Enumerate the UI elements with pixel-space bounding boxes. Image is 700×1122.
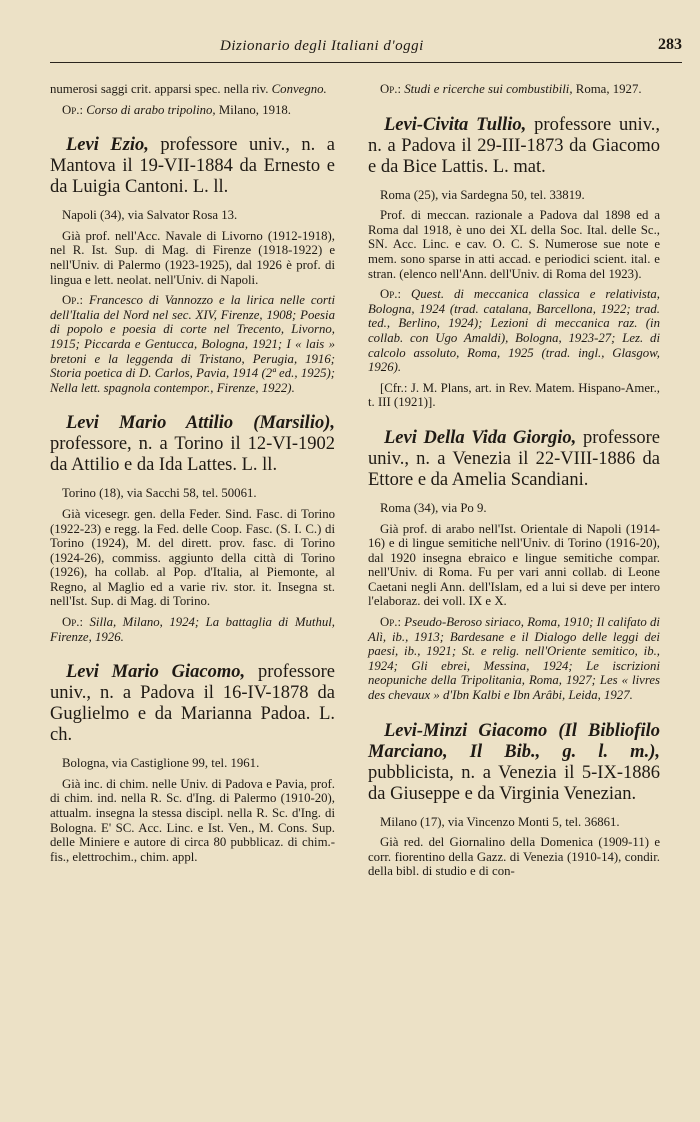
entry-address: Torino (18), via Sacchi 58, tel. 50061. — [62, 486, 257, 501]
entry-address: Roma (25), via Sardegna 50, tel. 33819. — [380, 187, 585, 202]
entry-reference: [Cfr.: J. M. Plans, art. in Rev. Matem. Hispano-Amer., t. III (1921)]. — [368, 380, 660, 410]
entry-address: Roma (34), via Po 9. — [380, 500, 487, 515]
entry-biography: Già red. del Giornalino della Domenica (1909-11) e corr. fiorentino della Gazz. di Venezia (1910-14), condir. della bibl. di studio e di con- — [368, 835, 660, 879]
running-title: Dizionario degli Italiani d'oggi — [220, 38, 424, 54]
right-column — [368, 82, 660, 885]
entry-biography: Prof. di meccan. razionale a Padova dal 1898 ed a Roma dal 1918, è uno dei XL della Soc. Ital. delle Sc., SN. Acc. Linc. e cav. O. C. S. Numerose sue note e mem. sono sparse in atti accad. e periodici scient. ital. e stran. (elenco nell'Ann. dell'Univ. di Roma del 1923). — [368, 208, 660, 281]
continuation-works: Op.: Corso di arabo tripolino, Milano, 1918. — [62, 102, 292, 117]
entry-name: Levi-Civita Tullio, — [384, 114, 527, 135]
entry-heading: Levi Mario Giacomo, professore univ., n. a Padova il 16-IV-1878 da Guglielmo e da Marianna Padoa. L. ch. — [50, 662, 335, 746]
entry-name: Levi-Minzi Giacomo (Il Bibliofilo Marciano, Il Bib., g. l. m.), — [368, 720, 660, 762]
entry-address: Bologna, via Castiglione 99, tel. 1961. — [62, 756, 260, 771]
entry-name: Levi Mario Attilio (Marsilio), — [66, 413, 335, 434]
entry-name: Levi Della Vida Giorgio, — [384, 427, 577, 448]
left-column — [50, 82, 335, 870]
entry-heading: Levi Ezio, professore univ., n. a Mantova il 19-VII-1884 da Ernesto e da Luigia Cantoni. L. ll. — [50, 135, 335, 198]
entry-heading: Levi-Minzi Giacomo (Il Bibliofilo Marciano, Il Bib., g. l. m.), pubblicista, n. a Venezia il 5-IX-1886 da Giuseppe e da Virginia Venezian. — [368, 720, 660, 804]
entry-works: Op.: Silla, Milano, 1924; La battaglia di Muthul, Firenze, 1926. — [50, 615, 335, 644]
entry-name: Levi Mario Giacomo, — [66, 662, 246, 683]
entry-heading: Levi Mario Attilio (Marsilio), professore, n. a Torino il 12-VI-1902 da Attilio e da Ida Lattes. L. ll. — [50, 413, 335, 476]
entry-biography: Già vicesegr. gen. della Feder. Sind. Fasc. di Torino (1922-23) e regg. la Fed. delle Coop. Fasc. (S. I. C.) di Torino (1924), M. del dirett. prov. fasc. di Torino (1924-26), commiss. aggiunto della città di Torino (1926), ha collab. al Pop. d'Italia, al Piemonte, al Regno, al Maglio ed a varie riv. stor. it. Insegna st. nell'Ist. Sup. di Mag. di Torino. — [50, 506, 335, 609]
entry-address: Milano (17), via Vincenzo Monti 5, tel. 36861. — [380, 814, 620, 829]
entry-works: Op.: Quest. di meccanica classica e relativista, Bologna, 1924 (trad. catalana, Barcellona, 1922; trad. ted., Berlino, 1924); Lezioni di meccanica raz. (in collab. con Ugo Amaldi), Bologna, 1923-27; Lez. di calcolo assoluto, Roma, 1925 (trad. ingl., Glasgow, 1926). — [368, 287, 661, 375]
entry-address: Napoli (34), via Salvator Rosa 13. — [62, 208, 238, 223]
page-number: 283 — [658, 36, 682, 53]
entry-heading: Levi-Civita Tullio, professore univ., n. a Padova il 29-III-1873 da Giacomo e da Bice Lattis. L. mat. — [368, 114, 660, 177]
entry-works: Op.: Pseudo-Beroso siriaco, Roma, 1910; Il califato di Alì, ib., 1913; Bardesane e il Dialogo delle leggi dei paesi, ib., 1921; St. e relig. nell'Oriente semitico, ib., 1924; Gli ebrei, Messina, 1924; Le iscrizioni neopuniche della Tripolitania, Roma, 1927; Les « livres des chevaux » d'Ibn Kalbi e Ibn Arâbi, Leida, 1927. — [368, 615, 660, 703]
continuation-works: Op.: Studi e ricerche sui combustibili, Roma, 1927. — [380, 82, 642, 96]
entry-name: Levi Ezio, — [66, 135, 149, 156]
entry-biography: Già prof. di arabo nell'Ist. Orientale di Napoli (1914-16) e di lingue semitiche nell'Univ. di Torino (1916-20), dal 1920 insegna ebraico e lingue semitiche compar. nell'Univ. di Roma. Fu per vari anni collab. di Leone Caetani negli Ann. dell'Islam, ed a lui si deve per intero l'elaboraz. dei voll. IX e X. — [368, 521, 660, 609]
entry-heading: Levi Della Vida Giorgio, professore univ., n. a Venezia il 22-VIII-1886 da Ettore e da Amelia Scandiani. — [368, 427, 660, 490]
entry-biography: Già inc. di chim. nelle Univ. di Padova e Pavia, prof. di chim. ind. nella R. Sc. d'Ing. di Palermo (1910-20), attualm. insegna la stessa discipl. nella R. Sc. d'Ing. di Bologna. E' SC. Acc. Linc. e Ist. Ven., M. Cons. Sup. delle Miniere e autore di circa 80 pubblicaz. di chim.-fis., elettrochim., chim. appl. — [50, 776, 335, 864]
entry-biography: Già prof. nell'Acc. Navale di Livorno (1912-1918), nel R. Ist. Sup. di Mag. di Firenze (1918-1922) e nell'Univ. di Palermo (1923-1925), dal 1926 è prof. di lingua e lett. neolat. nell'Univ. di Napoli. — [50, 228, 335, 287]
continuation-text: numerosi saggi crit. apparsi spec. nella riv. Convegno. — [50, 82, 327, 96]
entry-works: Op.: Francesco di Vannozzo e la lirica nelle corti dell'Italia del Nord nel sec. XIV, Firenze, 1908; Poesia di popolo e poesia di corte nel Trecento, Livorno, 1915; Piccarda e Gentucca, Bologna, 1921; I « lais » bretoni e la leggenda di Tristano, Perugia, 1916; Storia poetica di D. Carlos, Pavia, 1914 (2ª ed., 1925); Nella lett. spagnola contempor., Firenze, 1922). — [50, 293, 336, 395]
running-header — [50, 34, 682, 63]
